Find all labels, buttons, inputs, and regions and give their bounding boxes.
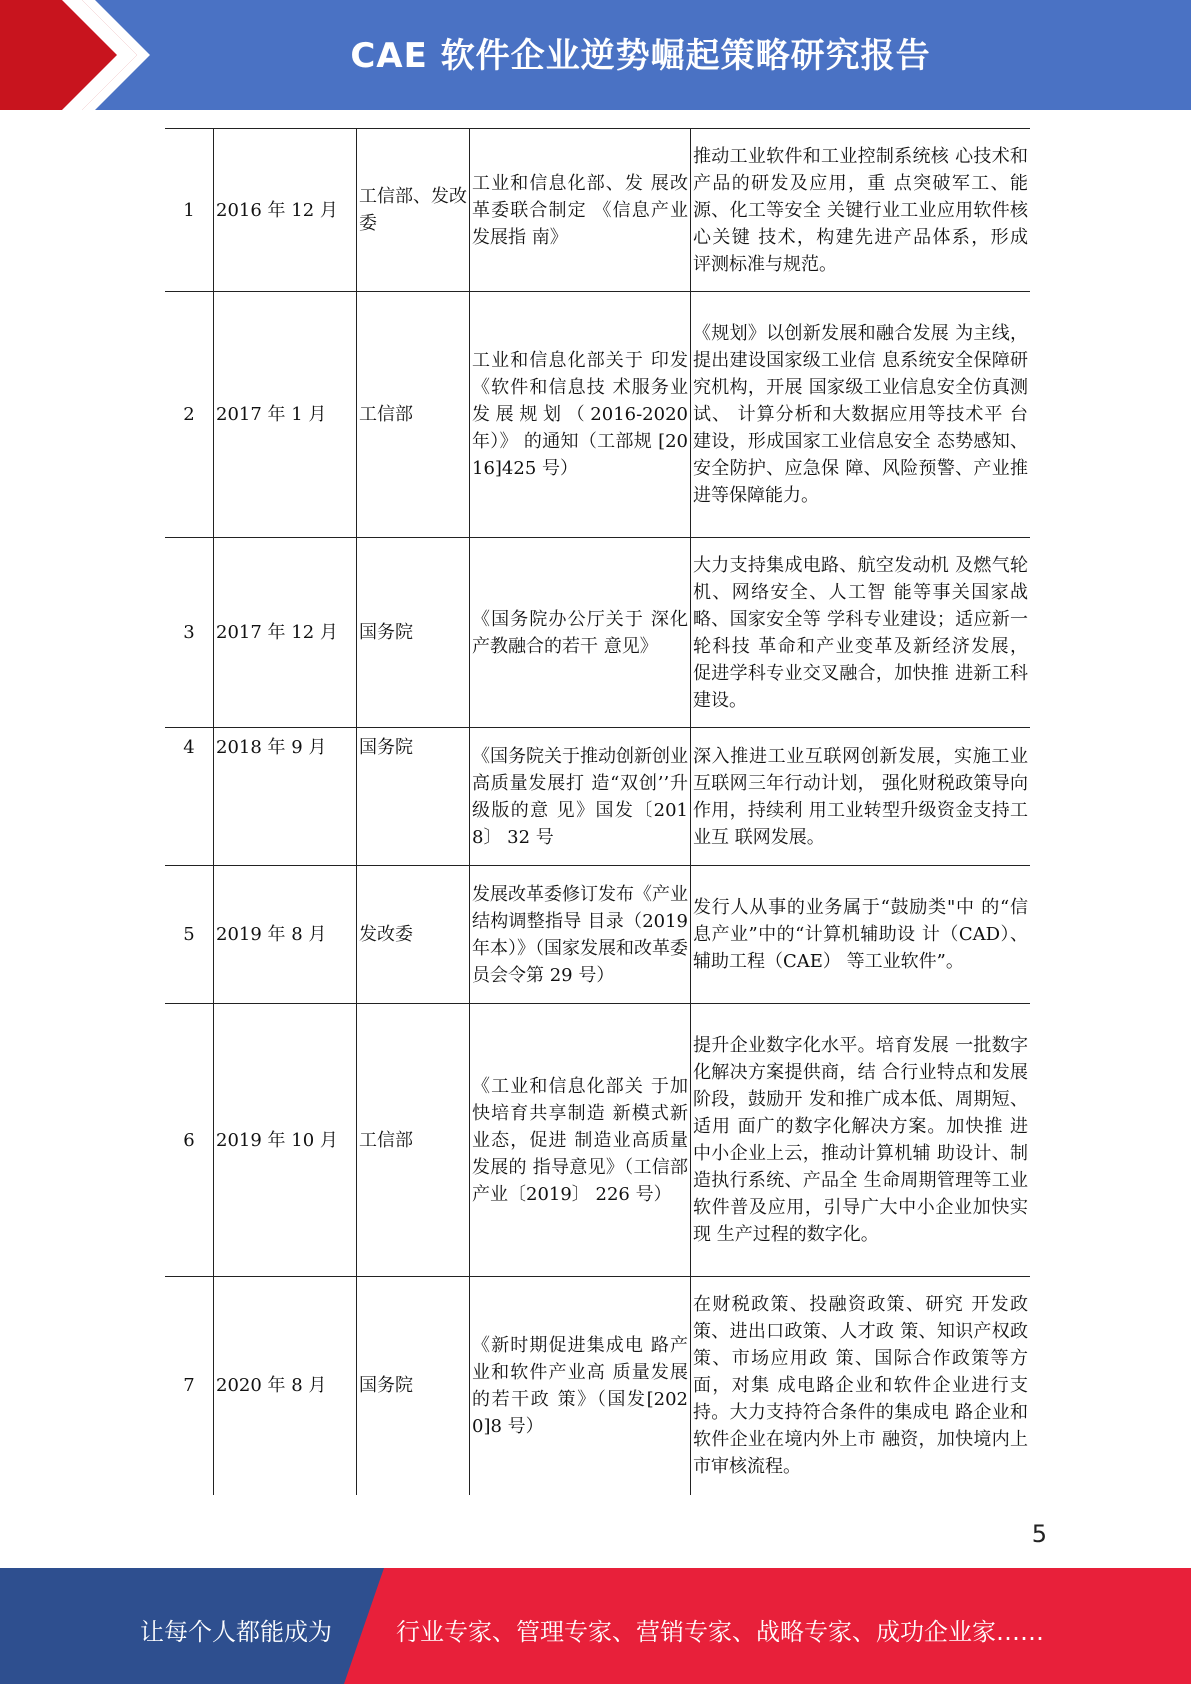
row-document: 《国务院关于推动创新创业高质量发展打 造“双创’’升级版的意 见》国发〔2018〕 32 号 (470, 728, 691, 866)
row-document: 工业和信息化部关于 印发《软件和信息技 术服务业发展规划（2016-2020 年）》 的通知（工部规 [2016]425 号） (470, 292, 691, 538)
row-number: 5 (165, 866, 214, 1004)
table-row (165, 538, 1030, 728)
row-content: 《规划》以创新发展和融合发展 为主线，提出建设国家级工业信 息系统安全保障研究机构，开展 国家级工业信息安全仿真测试、 计算分析和大数据应用等技术平 台建设，形成国家工业信息安全 态势感知、安全防护、应急保 障、风险预警、产业推进等保障能力。 (691, 292, 1031, 538)
row-number: 7 (165, 1277, 214, 1495)
row-department: 工信部 (357, 292, 470, 538)
row-date: 2018 年 9 月 (214, 728, 357, 866)
row-content: 深入推进工业互联网创新发展，实施工业互联网三年行动计划， 强化财税政策导向作用，持续利 用工业转型升级资金支持工业互 联网发展。 (691, 728, 1031, 866)
row-department: 发改委 (357, 866, 470, 1004)
row-number: 2 (165, 292, 214, 538)
row-department: 国务院 (357, 538, 470, 728)
row-number: 1 (165, 129, 214, 292)
table-row (165, 1277, 1030, 1495)
row-date: 2019 年 10 月 (214, 1004, 357, 1277)
table-row (165, 1004, 1030, 1277)
row-number: 4 (165, 728, 214, 866)
row-content: 大力支持集成电路、航空发动机 及燃气轮机、网络安全、人工智 能等事关国家战略、国家安全等 学科专业建设；适应新一轮科技 革命和产业变革及新经济发展， 促进学科专业交叉融合，加快推 进新工科建设。 (691, 538, 1031, 728)
table-row (165, 129, 1030, 292)
row-number: 3 (165, 538, 214, 728)
row-document: 工业和信息化部、发 展改革委联合制定 《信息产业发展指 南》 (470, 129, 691, 292)
row-content: 推动工业软件和工业控制系统核 心技术和产品的研发及应用，重 点突破军工、能源、化工等安全 关键行业工业应用软件核心关键 技术，构建先进产品体系，形成 评测标准与规范。 (691, 129, 1031, 292)
row-content: 发行人从事的业务属于“鼓励类"中 的“信息产业”中的“计算机辅助设 计（CAD）、辅助工程（CAE） 等工业软件”。 (691, 866, 1031, 1004)
row-department: 工信部、发改委 (357, 129, 470, 292)
table-row (165, 728, 1030, 866)
row-document: 发展改革委修订发布《产业结构调整指导 目录（2019 年本）》（国家发展和改革委 员会令第 29 号） (470, 866, 691, 1004)
row-document: 《工业和信息化部关 于加快培育共享制造 新模式新业态，促进 制造业高质量发展的 指导意见》（工信部 产业〔2019〕 226 号） (470, 1004, 691, 1277)
policy-table (165, 128, 1030, 1495)
table-row (165, 866, 1030, 1004)
page-footer (0, 1568, 1191, 1684)
row-date: 2017 年 1 月 (214, 292, 357, 538)
row-document: 《新时期促进集成电 路产业和软件产业高 质量发展的若干政 策》（国发[2020]8 号） (470, 1277, 691, 1495)
row-date: 2019 年 8 月 (214, 866, 357, 1004)
footer-slogan-right: 行业专家、管理专家、营销专家、战略专家、成功企业家…… (396, 1618, 1044, 1646)
row-content: 提升企业数字化水平。培育发展 一批数字化解决方案提供商，结 合行业特点和发展阶段，鼓励开 发和推广成本低、周期短、适用 面广的数字化解决方案。加快推 进中小企业上云，推动计算机辅 助设计、制造执行系统、产品全 生命周期管理等工业软件普及应用，引导广大中小企业加快实现 生产过程的数字化。 (691, 1004, 1031, 1277)
footer-slogan-left: 让每个人都能成为 (140, 1618, 332, 1646)
row-department: 国务院 (357, 728, 470, 866)
row-content: 在财税政策、投融资政策、研究 开发政策、进出口政策、人才政 策、知识产权政策、市场应用政 策、国际合作政策等方面，对集 成电路企业和软件企业进行支 持。大力支持符合条件的集成电 路企业和软件企业在境内外上市 融资，加快境内上市审核流程。 (691, 1277, 1031, 1495)
row-date: 2016 年 12 月 (214, 129, 357, 292)
page-header (0, 0, 1191, 110)
page-number: 5 (1031, 1520, 1047, 1548)
table-row (165, 292, 1030, 538)
row-department: 国务院 (357, 1277, 470, 1495)
row-date: 2017 年 12 月 (214, 538, 357, 728)
row-date: 2020 年 8 月 (214, 1277, 357, 1495)
report-title: CAE 软件企业逆势崛起策略研究报告 (350, 36, 931, 76)
row-number: 6 (165, 1004, 214, 1277)
row-document: 《国务院办公厅关于 深化产教融合的若干 意见》 (470, 538, 691, 728)
row-department: 工信部 (357, 1004, 470, 1277)
